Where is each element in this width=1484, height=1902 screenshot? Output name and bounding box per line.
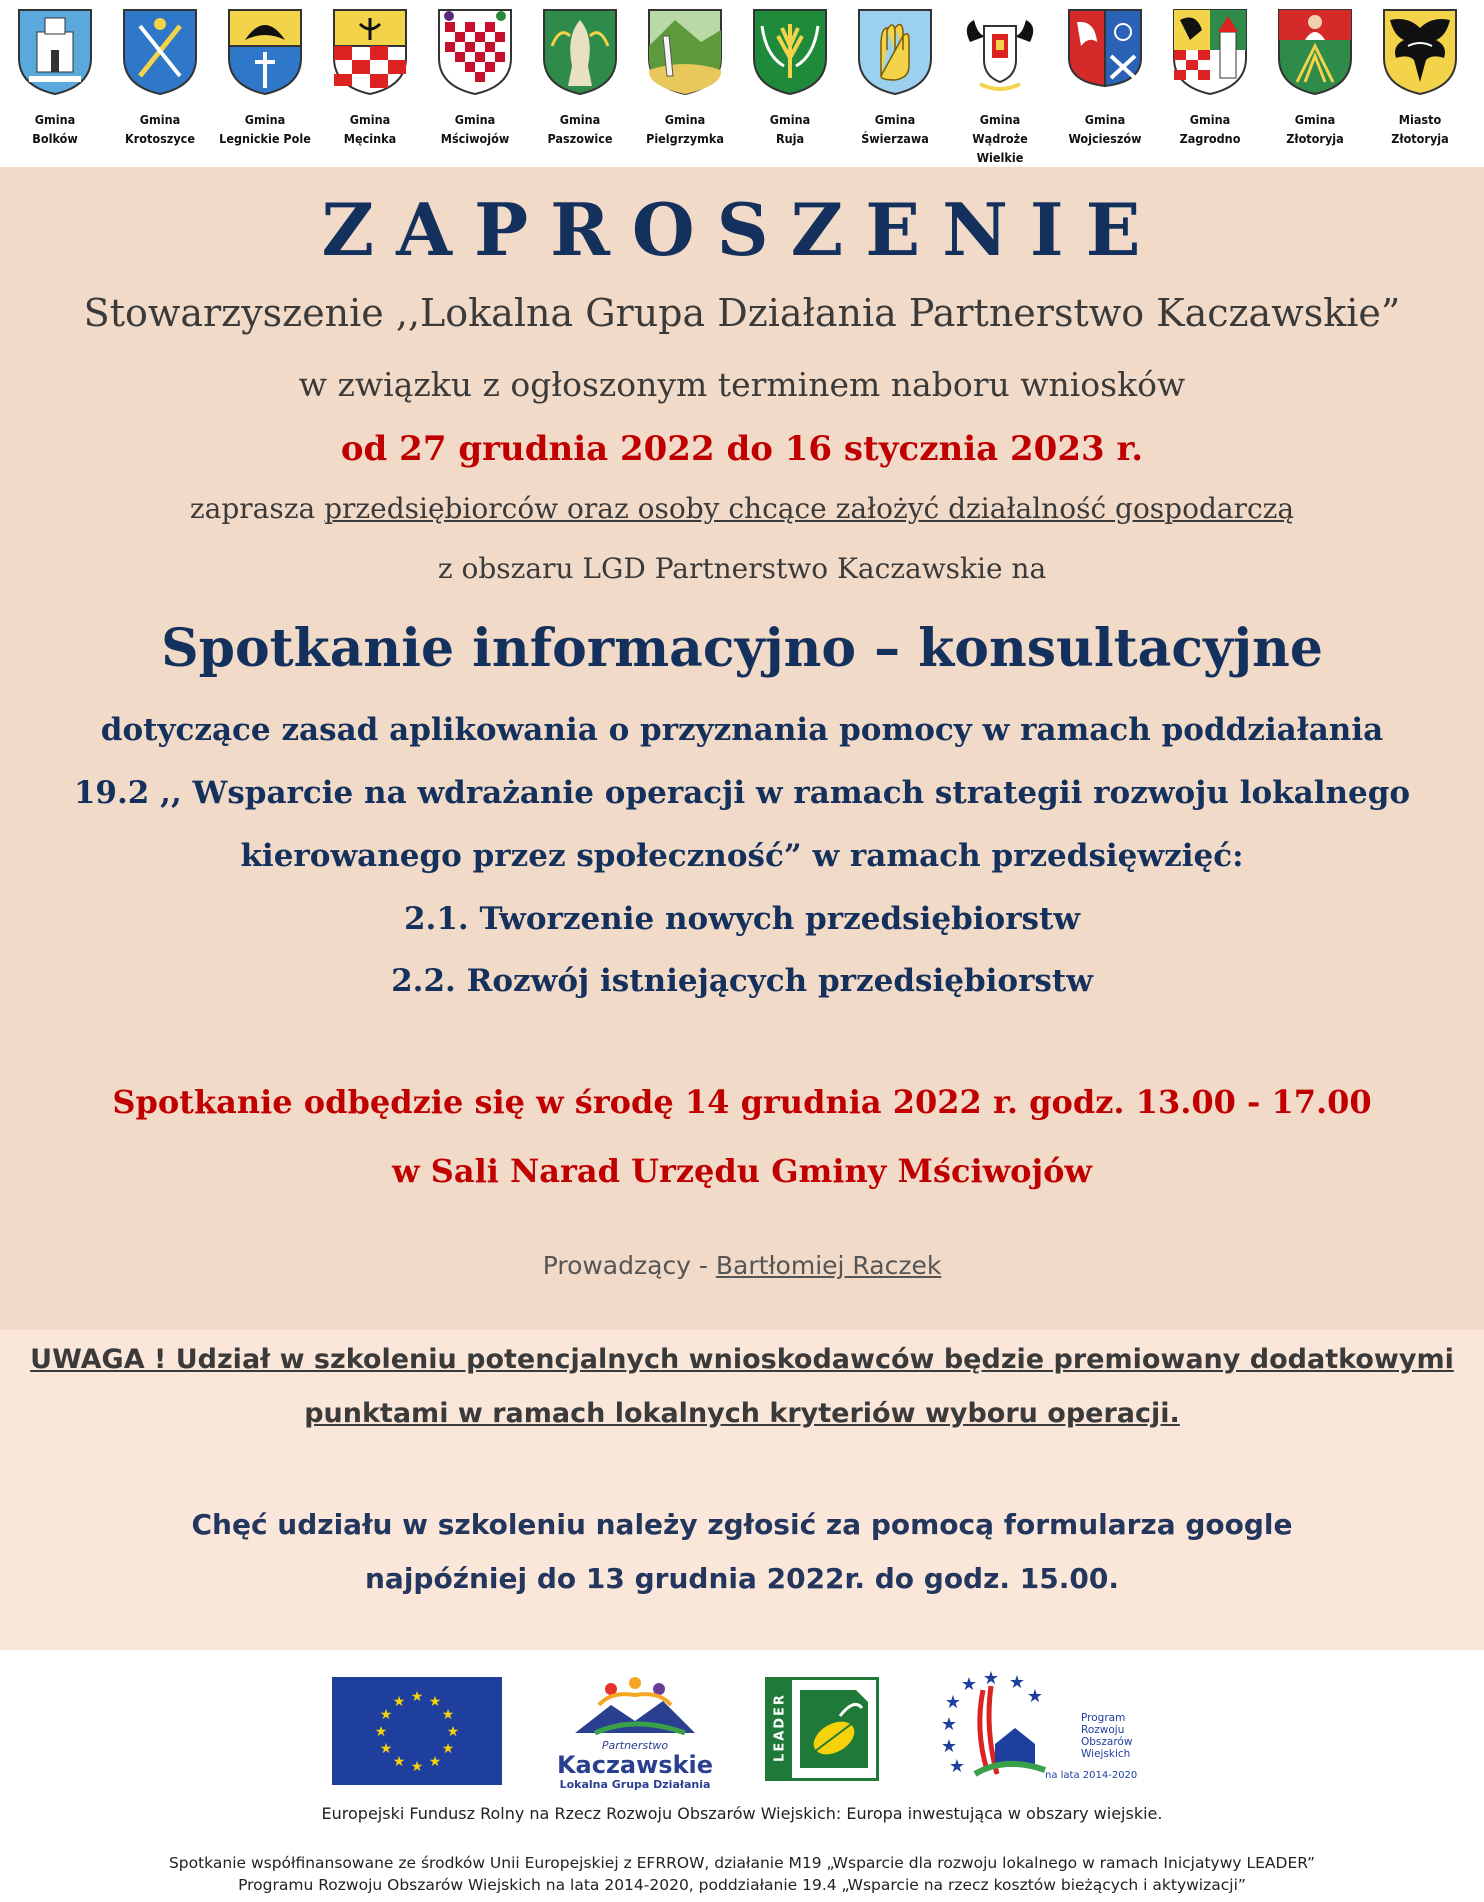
invite-target: przedsiębiorców oraz osoby chcące założyć działalność gospodarczą <box>324 492 1295 525</box>
context-line: w związku z ogłoszonym terminem naboru wniosków <box>298 365 1186 404</box>
zagrodno-crest-icon <box>1170 6 1250 96</box>
krotoszyce-crest-icon <box>120 6 200 96</box>
description-line-1: dotyczące zasad aplikowania o przyznania pomocy w ramach poddziałania <box>100 712 1384 748</box>
paszowice-crest-icon <box>540 6 620 96</box>
coat-of-arms-header <box>0 0 1484 167</box>
meeting-title: Spotkanie informacyjno – konsultacyjne <box>161 618 1323 679</box>
msciwojow-crest-icon <box>435 6 515 96</box>
wadroze-wielkie-crest-icon <box>960 6 1040 96</box>
svg-text:★: ★ <box>948 1756 966 1777</box>
leader-logo <box>765 1677 879 1781</box>
svg-text:★: ★ <box>446 1724 460 1740</box>
leader-leaf-icon <box>796 1686 872 1772</box>
lgd-mountains-icon <box>555 1675 715 1735</box>
gmina-zlotoryja-crest-icon <box>1275 6 1355 96</box>
prow-line-3: Obszarów <box>1081 1736 1133 1748</box>
crest-ruja: Gmina Ruja <box>740 6 840 148</box>
svg-text:★: ★ <box>410 1689 424 1705</box>
cofinance-line-2: Programu Rozwoju Obszarów Wiejskich na lata 2014-2020, poddziałanie 19.4 „Wsparcie na rzecz kosztów bieżących i aktywizacji” <box>238 1876 1246 1894</box>
svg-text:★: ★ <box>441 1707 455 1723</box>
prow-line-2: Rozwoju <box>1081 1724 1125 1736</box>
area-line: z obszaru LGD Partnerstwo Kaczawskie na <box>437 552 1047 585</box>
pielgrzymka-crest-icon <box>645 6 725 96</box>
prow-line-4: Wiejskich <box>1081 1748 1131 1760</box>
invitation-title: ZAPROSZENIE <box>321 187 1163 272</box>
svg-text:★: ★ <box>940 1714 958 1735</box>
svg-text:★: ★ <box>428 1754 442 1770</box>
invite-line <box>0 492 1484 525</box>
crest-gmina-zlotoryja: Gmina Złotoryja <box>1265 6 1365 148</box>
prow-logo <box>935 1670 1138 1790</box>
prow-years: na lata 2014-2020 <box>1045 1770 1138 1781</box>
crest-wojcieszow: Gmina Wojcieszów <box>1055 6 1155 148</box>
cofinance-line-1: Spotkanie współfinansowane ze środków Unii Europejskiej z EFRROW, działanie M19 „Wsparcie dla rozwoju lokalnego w ramach Inicjatywy LEADER” <box>168 1854 1316 1872</box>
bolkow-crest-icon <box>15 6 95 96</box>
prow-line-1: Program <box>1081 1712 1126 1724</box>
svg-text:★: ★ <box>392 1754 406 1770</box>
fund-caption: Europejski Fundusz Rolny na Rzecz Rozwoju Obszarów Wiejskich: Europa inwestująca w obszary wiejskie. <box>321 1804 1163 1823</box>
lgd-top-text: Partnerstwo <box>601 1739 669 1752</box>
lead-name: Bartłomiej Raczek <box>715 1251 942 1280</box>
meeting-location: w Sali Narad Urzędu Gminy Mściwojów <box>392 1152 1092 1190</box>
svg-text:★: ★ <box>379 1741 393 1757</box>
svg-text:★: ★ <box>379 1707 393 1723</box>
prow-emblem-icon <box>935 1670 1055 1786</box>
svg-text:★: ★ <box>1008 1672 1026 1693</box>
application-dates: od 27 grudnia 2022 do 16 stycznia 2023 r. <box>340 429 1144 469</box>
crest-bolkow: Gmina Bolków <box>5 6 105 148</box>
swierzawa-crest-icon <box>855 6 935 96</box>
svg-text:★: ★ <box>374 1724 388 1740</box>
warning-line-2: punktami w ramach lokalnych kryteriów wyboru operacji. <box>304 1398 1180 1429</box>
project-item-2-1: 2.1. Tworzenie nowych przedsiębiorstw <box>403 901 1081 937</box>
meeting-datetime: Spotkanie odbędzie się w środę 14 grudnia 2022 r. godz. 13.00 - 17.00 <box>112 1083 1372 1121</box>
lead-line <box>0 1251 1484 1280</box>
registration-line-2: najpóźniej do 13 grudnia 2022r. do godz. 15.00. <box>365 1562 1119 1595</box>
notice-box <box>0 1330 1484 1650</box>
warning-line-1: UWAGA ! Udział w szkoleniu potencjalnych wnioskodawców będzie premiowany dodatkowymi <box>30 1344 1454 1375</box>
crest-krotoszyce: Gmina Krotoszyce <box>110 6 210 148</box>
mecinka-crest-icon <box>330 6 410 96</box>
association-name: Stowarzyszenie ,,Lokalna Grupa Działania Partnerstwo Kaczawskie” <box>83 291 1401 335</box>
svg-text:★: ★ <box>940 1736 958 1757</box>
project-item-2-2: 2.2. Rozwój istniejących przedsiębiorstw <box>391 963 1093 999</box>
crest-swierzawa: Gmina Świerzawa <box>845 6 945 148</box>
invitation-panel <box>0 167 1484 1330</box>
svg-text:★: ★ <box>410 1759 424 1775</box>
legnickie-pole-crest-icon <box>225 6 305 96</box>
miasto-zlotoryja-crest-icon <box>1380 6 1460 96</box>
svg-text:★: ★ <box>960 1674 978 1695</box>
crest-legnickie-pole: Gmina Legnickie Pole <box>215 6 315 148</box>
lead-label: Prowadzący - <box>542 1251 716 1280</box>
wojcieszow-crest-icon <box>1065 6 1145 96</box>
eu-flag-icon <box>332 1677 502 1785</box>
lgd-logo <box>555 1675 715 1793</box>
registration-line-1: Chęć udziału w szkoleniu należy zgłosić za pomocą formularza google <box>191 1508 1293 1541</box>
svg-text:★: ★ <box>392 1694 406 1710</box>
leader-text: LEADER <box>772 1693 788 1762</box>
crest-mecinka: Gmina Męcinka <box>320 6 420 148</box>
crest-zagrodno: Gmina Zagrodno <box>1160 6 1260 148</box>
lgd-sub-text: Lokalna Grupa Działania <box>559 1778 711 1791</box>
svg-text:★: ★ <box>982 1670 1000 1689</box>
crest-msciwojow: Gmina Mściwojów <box>425 6 525 148</box>
svg-text:★: ★ <box>428 1694 442 1710</box>
sponsor-logos <box>0 1650 1484 1902</box>
svg-text:★: ★ <box>944 1692 962 1713</box>
description-line-3: kierowanego przez społeczność” w ramach przedsięwzięć: <box>240 838 1244 874</box>
svg-text:★: ★ <box>1026 1686 1044 1707</box>
description-line-2: 19.2 ,, Wsparcie na wdrażanie operacji w ramach strategii rozwoju lokalnego <box>73 775 1411 811</box>
crest-wadroze-wielkie: Gmina Wądroże Wielkie <box>950 6 1050 167</box>
svg-text:★: ★ <box>441 1741 455 1757</box>
lgd-main-text: Kaczawskie <box>556 1751 714 1779</box>
invite-prefix: zaprasza <box>189 492 325 525</box>
crest-paszowice: Gmina Paszowice <box>530 6 630 148</box>
ruja-crest-icon <box>750 6 830 96</box>
crest-pielgrzymka: Gmina Pielgrzymka <box>635 6 735 148</box>
crest-miasto-zlotoryja: Miasto Złotoryja <box>1370 6 1470 148</box>
